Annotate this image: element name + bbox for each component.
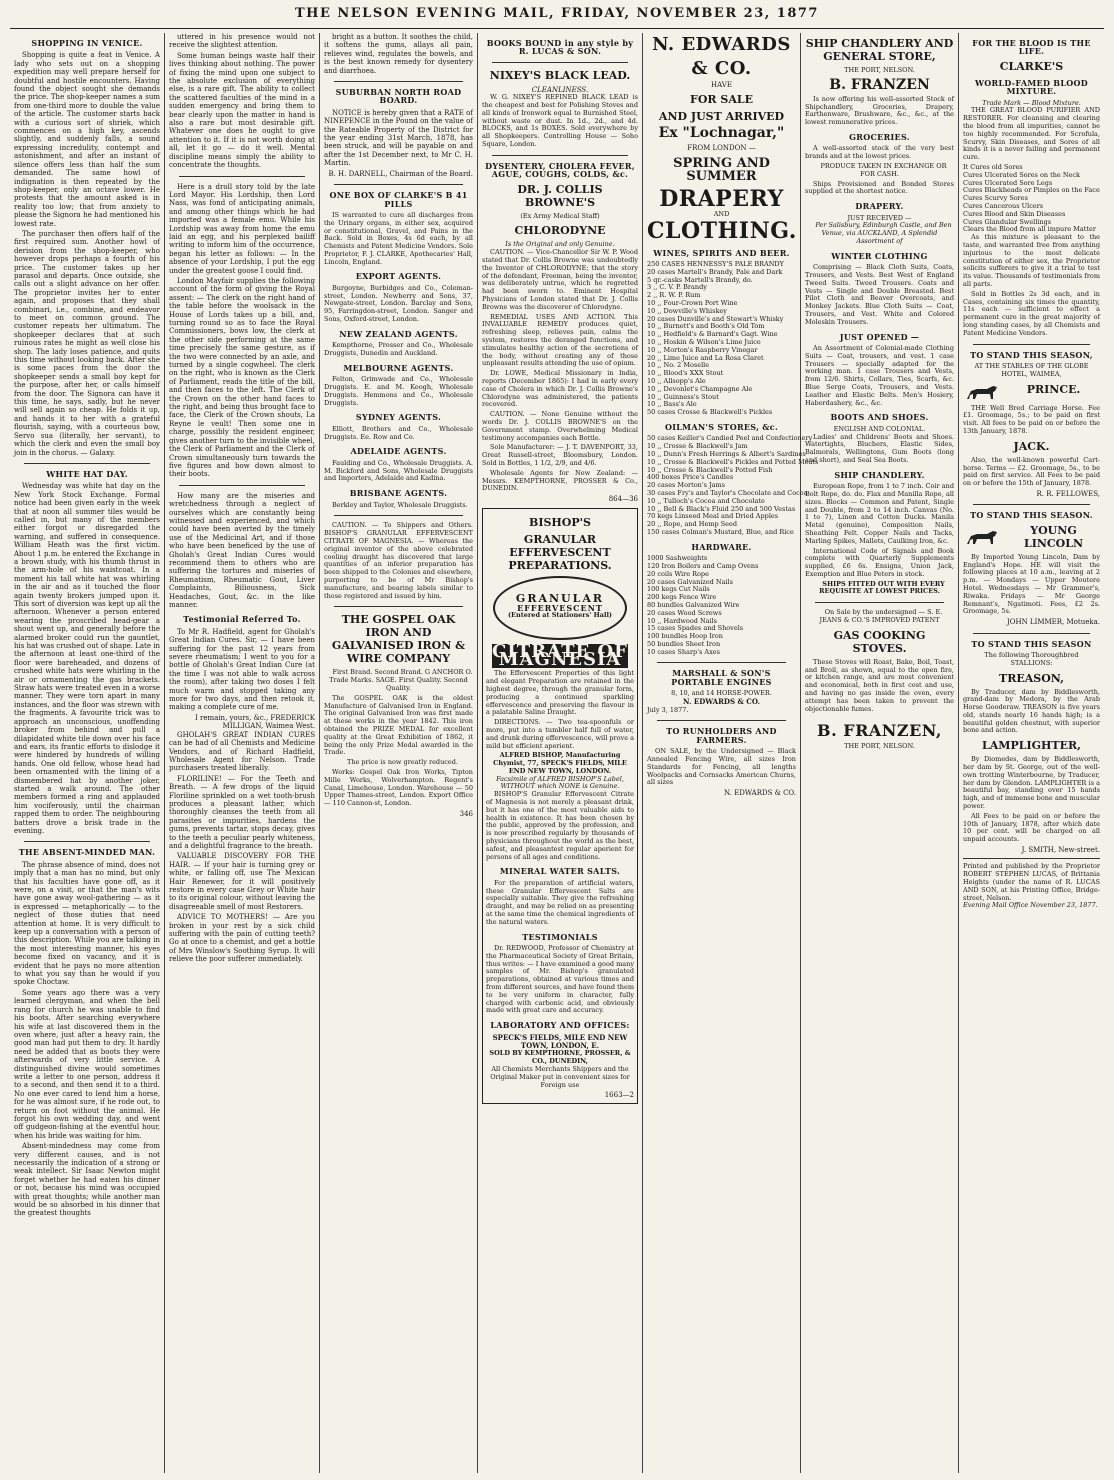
- ad-paragraph: European Rope, from 1 to 7 inch. Coir and Bolt Rope, do. do. Flax and Manilla Rope, all sizes. Blocks — Common and Patent, Single and Double, from 2 to 14 inch. Canvas (No. 1 to 7), Linen and Cotton Ducks. Manila Metal (genuine), Composition Nails, Sheathing Felt. Copper Nails and Tacks, Marling Spikes, Mallets, Caulking Iron, &c.: [805, 482, 954, 545]
- cures-list: [963, 164, 1100, 234]
- ad-paragraph: The GOSPEL OAK is the oldest Manufacture of Galvanised Iron in England. The original Galvanised Iron was first made at these works in the year 1842. This iron obtained the PRIZE MEDAL for excellent quality at the Great Exhibition of 1862, it being the only Prize Medal awarded in the Trade.: [324, 693, 473, 757]
- bishop-seal-logo: [493, 576, 627, 640]
- column-4: [478, 33, 643, 1473]
- list-item: 100 bundles Hoop Iron: [647, 632, 723, 641]
- divider: [179, 176, 305, 177]
- ad-paragraph: By Diomedes, dam by Biddlesworth, her dam by St. George, out of the well-own trotting Winterbourne, by Traducer, her dam by Glendon. LAMPLIGHTER is a beautiful bay, standing over 15 hands high, and of immense bone and muscular power.: [963, 755, 1100, 811]
- column-2: [165, 33, 320, 1473]
- clothing-title: CLOTHING.: [647, 217, 797, 244]
- subhead-melbourne-agents: MELBOURNE AGENTS.: [343, 362, 454, 373]
- headline-nixey: NIXEY'S BLACK LEAD.: [489, 68, 631, 82]
- ad-paragraph: Per Salisbury, Edinburgh Castle, and Ben Venue, via AUCKLAND, A Splendid Assortment of: [815, 221, 952, 245]
- horse-icon: [963, 381, 1003, 405]
- globe-hotel: AT THE STABLES OF THE GLOBE HOTEL, WAIMEA,: [974, 361, 1089, 378]
- ad-paragraph: By Traducer, dam by Biddlesworth, grand-dam by Medora, by the Arab Horse Gooderaw. TREASON is five years old, stands nearly 16 hands high; is a beautiful golden chestnut, with superior bone and action.: [963, 687, 1100, 735]
- subhead-cleanliness: CLEANLINESS.: [531, 85, 589, 94]
- ad-paragraph: Elliott, Brothers and Co., Wholesale Druggists. Ee. Row and Co.: [324, 424, 473, 441]
- article-paragraph: GHOLAH'S GREAT INDIAN CURES can be had of all Chemists and Medicine Vendors, and of Richard Hadfield, Wholesale Agent for Nelson. Trade purchasers treated liberally.: [169, 730, 315, 773]
- ad-paragraph: Berkley and Taylor, Wholesale Druggists.: [332, 500, 468, 509]
- signature: I remain, yours, &c., FREDERICK MILLIGAN, Waimea West.: [195, 713, 315, 731]
- ad-paragraph: Ladies' and Childrens' Boots and Shoes. Watertights, Bluchers, Elastic Sides, Balmorals, Wellingtons, Gum Boots (long and short), and Seal Sea Boots.: [805, 432, 954, 464]
- ad-paragraph: PRODUCE TAKEN IN EXCHANGE OR FOR CASH.: [820, 161, 947, 178]
- signature: R. R. FELLOWES,: [1036, 489, 1100, 498]
- bishop-advert: [482, 508, 638, 1104]
- subhead-mineral: MINERAL WATER SALTS.: [499, 866, 621, 877]
- and-label: AND: [713, 209, 730, 218]
- masthead: THE NELSON EVENING MAIL, FRIDAY, NOVEMBER 23, 1877: [10, 4, 1104, 29]
- spring-summer: SPRING AND SUMMER: [673, 155, 770, 184]
- headline-ship-chandlery: SHIP CHANDLERY AND GENERAL STORE,: [805, 37, 954, 63]
- divider: [815, 602, 944, 603]
- list-item: 15 cases Spades and Shovels: [647, 624, 744, 633]
- list-item: 10 ,, Hardwood Nails: [647, 616, 718, 625]
- jack-name: JACK.: [1013, 439, 1050, 453]
- ad-paragraph: Dr. REDWOOD, Professor of Chemistry at the Pharmaceutical Society of Great Britain, thus writes: — I have examined a good many samples of Mr. Bishop's granulated preparations, obtained at various times and from different sources, and have found them to be very uniform in character, fully charged with carbonic acid, and obviously made with great care and accuracy.: [486, 944, 634, 1015]
- subhead-genuine: Is the Original and only Genuine.: [505, 240, 615, 249]
- ad-paragraph: Dr. LOWE, Medical Missionary in India, reports (December 1865): I had in early every case of Cholera in which Dr. J. Collis Browne's Chlorodyne was administered, the patients recovered.: [482, 369, 638, 409]
- notice-paragraph: NOTICE is hereby given that a RATE of NINEPENCE in the Pound on the value of the Rateable Property of the District for the year ending 31st March, 1878, has been struck, and will be payable on and after the 1st December next, to Mr C. H. Martin.: [324, 108, 473, 168]
- just-received: JUST RECEIVED —: [847, 213, 912, 222]
- signature: B. H. DARNELL, Chairman of the Board.: [328, 169, 473, 178]
- list-item: 10 ,, Blood's XXX Stout: [647, 369, 724, 378]
- divider: [973, 633, 1090, 634]
- ad-paragraph: REMEDIAL USES AND ACTION. This INVALUABLE REMEDY produces quiet, refreshing sleep, relieves pain, calms the system, restores the deranged functions, and stimulates healthy action of the secretions of the body, without creating any of those unpleasant results attending the use of opium.: [482, 312, 638, 368]
- list-item: 20 cases Martell's Brandy, Pale and Dark: [647, 267, 783, 276]
- list-item: 5 qr.-casks Martell's Brandy, do.: [647, 275, 753, 284]
- marshall-firm: N. EDWARDS & CO.: [683, 697, 760, 707]
- headline-clarkes-pills: ONE BOX OF CLARKE'S B 41 PILLS: [329, 190, 468, 209]
- headline-gas-stoves: GAS COOKING STOVES.: [833, 628, 926, 655]
- ad-paragraph: International Code of Signals and Book complete with Quarterly Supplements supplied, £6 6s. Ensigns, Union Jack, Exemption and Blue Peters in stock.: [805, 546, 954, 578]
- ad-paragraph: All Fees to be paid on or before the 10th of January, 1878, after which date 10 per cent. will be charged on all unpaid accounts.: [963, 811, 1100, 844]
- ad-paragraph: A well-assorted stock of the very best brands and at the lowest prices.: [805, 144, 954, 161]
- divider: [657, 720, 786, 721]
- list-item: 20 ,, Rope, and Hemp Seed: [647, 520, 737, 529]
- ship-name: Ex "Lochnagar,": [658, 125, 785, 142]
- hardware-list: [647, 555, 796, 656]
- list-item: 10 ,, Hedfield's & Barnard's Gagt. Wine: [647, 330, 778, 339]
- ad-paragraph: CAUTION. — Vice-Chancellor Sir W. P. Wood stated that Dr. Collis Browne was undoubtedly the Inventor of CHLORODYNE; that the story of the defendant, Freeman, being the inventor, was deliberately untrue, which he regretted had been sworn to. Eminent Hospital Physicians of London stated that Dr. J. Collis Browne was the discoverer of Chlorodyne.: [482, 248, 638, 311]
- subhead-chandlery: SHIP CHANDLERY.: [834, 469, 925, 480]
- ad-paragraph: These Stoves will Roast, Bake, Boil, Toast, and Broil, as shown, equal to the open fire, or kitchen range, and are most convenient and economical, both in first cost and use, and having no gas inside the oven, every attempt has been taken to prevent the objectionable fumes.: [805, 657, 954, 713]
- list-item: 10 ,, Crosse & Blackwell's Potted Fish: [647, 465, 773, 474]
- seal-note: (Entered at Stationers' Hall): [507, 611, 613, 620]
- headline-testimonial: Testimonial Referred To.: [183, 614, 301, 625]
- from-london: FROM LONDON —: [687, 144, 756, 153]
- list-item: 400 boxes Price's Candles: [647, 473, 734, 482]
- article-paragraph: Some years ago there was a very learned clergyman, and when the bell rang for church he was unable to find his boots. After searching everywhere his wife at last discovered them in the oven where, just after a heavy rain, the good man had put them to dry. It hardly need be added that as boots they were afterwards of very little service. A distinguished divine would sometimes write a letter to one person, address it to a second, and then send it to a third. No one ever cared to lend him a horse, for he was almost sure, if he rode out, to return on foot without the animal. He forgot his own wedding day, and went off gudgeon-fishing at the eventful hour, when his bride was waiting for him.: [14, 988, 160, 1140]
- list-item: 10 ,, Four-Crown Port Wine: [647, 299, 738, 307]
- lamplighter-name: LAMPLIGHTER,: [982, 739, 1081, 753]
- ad-paragraph: W. G. NIXEY'S REFINED BLACK LEAD is the cheapest and best for Polishing Stoves and all kinds of Ironwork equal to Burnished Steel, without waste or dust. In 1d., 2d., and 4d. BLOCKS, and 1s BOXES. Sold everywhere by all Shopkeepers. Controlling House — Soho Square, London.: [482, 93, 638, 148]
- list-item: 10 ,, Hoskin & Wilson's Lime Juice: [647, 337, 761, 346]
- ad-paragraph: Comprising — Black Cloth Suits, Coats, Trousers, and Vests. Best West of England Tweed Suits. Tweed Trousers. Coats and Vests — Single and Double Breasted. Best Pilot Cloth and Beaver Overcoats, and Monkey Jackets. Blue Cloth Suits — Coat, Trousers, and Vest. White and Colored Moleskin Trousers.: [805, 263, 954, 326]
- subhead-nz-agents: NEW ZEALAND AGENTS.: [339, 328, 458, 339]
- date-line: July 3, 1877.: [647, 705, 689, 714]
- ad-paragraph: Felton, Grimwade and Co., Wholesale Druggists. E. and M. Keogh, Wholesale Druggists. Hemmons and Co., Wholesale Druggists.: [324, 375, 473, 407]
- ad-paragraph: Burgoyne, Burbidges and Co., Coleman-street, London. Newberry and Sons, 37, Newgate-street, London. Barclay and Sons, 95, Farringdon-street, London. Sanger and Sons, Oxford-street, London.: [324, 283, 473, 324]
- list-item: 2 ,, R. W. P. Rum: [647, 291, 701, 300]
- ad-paragraph: For the preparation of artificial waters, these Granular Effervescent Salts are especially suitable. They give the refreshing draught, and may be relied on as presenting at the same time the chemical ingredients of the natural waters.: [486, 878, 634, 926]
- ad-paragraph: SHIPS FITTED OUT WITH EVERY REQUISITE AT LOWEST PRICES.: [819, 579, 945, 596]
- boots-sub: ENGLISH AND COLONIAL.: [833, 424, 926, 433]
- firm-name: N. EDWARDS & CO.: [652, 34, 791, 79]
- ad-paragraph: Sold in Bottles 2s 3d each, and in Cases, containing six times the quantity, 11s each — sufficient to effect a permanent cure in the great majority of long standing cases, by all Chemists and Patent Medicine Vendors.: [963, 289, 1100, 337]
- list-item: 10 ,, Crosse & Blackwell's Jam: [647, 442, 748, 451]
- headline-shopping-venice: SHOPPING IN VENICE.: [31, 38, 143, 48]
- article-paragraph: The phrase absence of mind, does not imply that a man has no mind, but only that his faculties have gone off, as it were, on a visit, or that the man's wits have gone away wool-gathering — as it is expressed — metaphorically — to the neglect of those duties that need attention at home. It is very difficult to keep up a conversation with a person of this description. While you are talking in the most interesting manner, his eyes become fixed on vacancy, and it is evident that he pays no more attention to what you say than he would if you spoke Choctaw.: [14, 860, 160, 987]
- list-item: Cures Blood and Skin Diseases: [963, 209, 1066, 218]
- subhead-army: (Ex Army Medical Staff): [520, 211, 600, 220]
- list-item: 10 ,, Burnett's and Booth's Old Tom: [647, 322, 765, 331]
- drapery-title: DRAPERY: [659, 185, 784, 212]
- bishop-sold-sub: All Chemists Merchants Shippers and the Original Maker put in convenient sizes for Foreign use: [490, 1065, 630, 1089]
- list-item: 50 bundles Sheet Iron: [647, 639, 721, 648]
- list-item: It Cures old Sores: [963, 163, 1023, 171]
- ad-paragraph: As this mixture is pleasant to the taste, and warranted free from anything injurious to the most delicate constitution of either sex, the Proprietor solicits sufferers to give it a trial to test its value. Thousands of testimonials from all parts.: [963, 233, 1100, 288]
- divider: [334, 184, 463, 185]
- article-paragraph: How many are the miseries and wretchedness through a neglect of ourselves which are constantly being witnessed and experienced, and which could have been averted by the timely use of the Medicinal Art, and if those who have been beneficed by the use of Gholah's Great Indian Cures would recommend them to others who are suffering the tortures and miseries of Rheumatism, Rheumatic Gout, Liver Complaints, Biliousness, Sick Headaches, Gout, &c. in the like manner.: [169, 491, 315, 609]
- ad-paragraph: The Effervescent Properties of this light and elegant Preparation are retained in the highest degree, through the granular form, producing a continued sparkling effervescence and preserving the flavour in a palatable Saline Draught.: [486, 669, 634, 717]
- headline-stand-season-2: TO STAND THIS SEASON.: [970, 510, 1093, 521]
- list-item: 200 kegs Fence Wire: [647, 593, 717, 602]
- subhead-boots: BOOTS AND SHOES.: [830, 412, 929, 423]
- list-item: 10 ,, No. 2 Moselle: [647, 361, 710, 370]
- list-item: 30 cases Fry's and Taylor's Chocolate and Cocoa: [647, 488, 808, 497]
- columns: [10, 33, 1104, 1473]
- subhead-groceries: GROCERIES.: [849, 131, 910, 142]
- wines-list: [647, 261, 796, 417]
- clarkes-title: CLARKE'S: [999, 59, 1064, 73]
- column-7: [959, 33, 1104, 1473]
- list-item: 20 cases Galvanized Nails: [647, 577, 733, 586]
- seal-text-mid: EFFERVESCENT: [517, 602, 603, 613]
- article-paragraph: Some human beings waste half their lives thinking about nothing. The power of fixing the mind upon one subject to the absolute exclusion of everything else, is a rare gift. The ability to collect the scattered faculties of the mind in a sudden emergency and bring them to bear clearly upon the matter in hand is also a rare but most desirable gift. Whatever one does he ought to give attention to it. If it is not worth doing at all, let it go — do it well. Mental discipline means simply the ability to concentrate the thoughts.: [169, 51, 315, 170]
- stallions-sub: The following Thoroughbred STALLIONS:: [984, 650, 1079, 667]
- list-item: 10 ,, Devonlet's Champagne Ale: [647, 384, 753, 393]
- ad-number: 346: [459, 809, 473, 818]
- divider: [657, 662, 786, 663]
- just-arrived-label: AND JUST ARRIVED: [658, 110, 785, 124]
- ad-paragraph: An Assortment of Colonial-made Clothing Suits — Coat, trousers, and vest. 1 case Trousers — specially adapted for the working man. 1 case Trousers and Vests, from 12/6. Shirts, Collars, Ties, Scarfs, &c. Blue Serge Coats, Trousers, and Vests. Leather and Elastic Belts. Men's Hosiery, Haberdashery, &c., &c.: [805, 343, 954, 407]
- list-item: Cures Scurvy Sores: [963, 194, 1028, 203]
- list-item: 10 ,, Dowville's Whiskey: [647, 306, 727, 315]
- headline-stand-season: TO STAND THIS SEASON,: [970, 349, 1093, 360]
- list-item: 20 coils Wire Rope: [647, 569, 709, 578]
- article-paragraph: Here is a droll story told by the late Lord Mayor. His Lordship, then Lord Nass, was fond of anticipating animals, and among other things which he had imported was a female emu. While his Lordship was away from home the emu laid an egg, and his perplexed bailiff writing to inform him of the occurrence, began his letter as follows: — In the absence of your Lordship, I put the egg under the greatest goose I could find.: [169, 182, 315, 275]
- list-item: 50 cases Keiller's Candied Peel and Confectionery: [647, 434, 813, 443]
- list-item: 10 ,, Bell & Black's Fluid 250 and 500 Vestas: [647, 504, 796, 513]
- for-sale-label: FOR SALE: [690, 93, 753, 107]
- franzen-name-2: B. FRANZEN,: [817, 721, 942, 741]
- column-6: [801, 33, 959, 1473]
- headline-blood-life: FOR THE BLOOD IS THE LIFE.: [972, 38, 1091, 57]
- oilmen-list: [647, 434, 819, 536]
- ad-number: 864—36: [608, 495, 638, 504]
- ad-paragraph: Faulding and Co., Wholesale Druggists. A. M. Bickford and Sons, Wholesale Druggists and Importers, Adelaide and Kadina.: [324, 458, 473, 483]
- have-label: HAVE: [711, 81, 732, 89]
- ad-paragraph: Wholesale Agents for New Zealand: — Messrs. KEMPTHORNE, PROSSER & Co., DUNEDIN.: [482, 468, 638, 493]
- bishop-maker: ALFRED BISHOP, Manufacturing Chymist, 77, SPECK'S FIELDS, MILE END NEW TOWN, LONDON.: [493, 751, 627, 775]
- list-item: 20 ,, Lime Juice and La Rosa Claret: [647, 353, 764, 362]
- list-item: Cures Blackheads or Pimples on the Face: [963, 186, 1100, 195]
- article-paragraph: London Mayfair supplies the following account of the form of giving the Royal assent: — The clerk on the right hand of the table before the woolsack in the House of Lords takes up a bill, and, turning round so as to face the Royal Commissioners, bows low, the clerk at the other side performing at the same time precisely the same gesture, as if the two were connected by an axle, and turned by a single cogwheel. The clerk on the right, who is known as the Clerk of Parliament, reads the title of the bill, and then faces to the left. The Clerk of the Crown on the other hand faces to the right, and being thus brought face to face, the Clerk of the Crown shouts, La Reyne le veult! Then some one in charge, possibly the resident engineer, gives another turn to the invisible wheel, the Clerk of Parliament and the Clerk of Crown simultaneously turn towards the five figures and bow down almost to their boots.: [169, 276, 316, 479]
- list-item: Cures Ulcerated Sore Legs: [963, 178, 1053, 187]
- list-item: 10 ,, Morton's Raspberry Vinegar: [647, 345, 758, 354]
- ad-paragraph: Also, the well-known powerful Cart-horse. Terms — £2. Groomage, 5s., to be paid on first service. All Fees to be paid on or before the 15th of January, 1878.: [963, 455, 1100, 488]
- divider: [179, 485, 305, 486]
- bishop-title: BISHOP'S: [529, 515, 591, 529]
- list-item: 10 ,, Dunn's Fresh Herrings & Albert's Sardines: [647, 449, 806, 458]
- ad-paragraph: THE Well Bred Carriage Horse. Fee £1. Groomage, 5s.; to be paid on first visit. All fees to be paid on or before the 13th January, 1878.: [963, 403, 1100, 435]
- headline-collis-browne: DR. J. COLLIS BROWNE'S: [517, 182, 603, 209]
- list-item: 10 ,, Tulloch's Cocoa and Chocolate: [647, 496, 765, 505]
- prince-name: PRINCE.: [1026, 382, 1081, 396]
- subhead-brisbane-agents: BRISBANE AGENTS.: [349, 488, 448, 499]
- headline-white-hat-day: WHITE HAT DAY.: [46, 468, 128, 479]
- article-paragraph: Absent-mindedness may come from very different causes, and is not necessarily the indication of a strong or weak intellect. Sir Isaac Newton might forget whether he had eaten his dinner or not, because his mind was occupied with great thoughts; while another man would be so absorbed in his dinner that the greatest thoughts: [14, 1142, 160, 1218]
- article-paragraph: bright as a button. It soothes the child, it softens the gums, allays all pain, relieves wind, regulates the bowels, and is the best known remedy for dysentery and diarrhoea.: [324, 33, 473, 75]
- ad-paragraph: THE GREAT BLOOD PURIFIER AND RESTORER. For cleansing and clearing the blood from all impurities, cannot be too highly recommended. For Scrofula, Scurvy, Skin Diseases, and Sores of all kinds it is a never failing and permanent cure.: [963, 106, 1100, 162]
- subhead-export-agents: EXPORT AGENTS.: [355, 271, 442, 282]
- ad-paragraph: Ships Provisioned and Bonded Stores supplied at the shortest notice.: [805, 179, 954, 196]
- headline-stand-season-3: TO STAND THIS SEASON: [971, 638, 1092, 649]
- subhead-laboratory: LABORATORY AND OFFICES:: [490, 1020, 630, 1031]
- ad-paragraph: ON SALE, by the Undersigned — Black Annealed Fencing Wire, all sizes Iron Standards for Fencing, all lengths Woolpacks and Cornsacks American Churns, all sizes: [647, 747, 796, 787]
- subhead-oilmen: OILMAN'S STORES, &c.: [664, 421, 779, 432]
- subhead-winter-clothing: WINTER CLOTHING: [831, 250, 928, 261]
- list-item: 20 cases Morton's Jams: [647, 481, 725, 490]
- list-item: 10 cases Sharp's Axes: [647, 647, 720, 656]
- list-item: 10 ,, Guinness's Stout: [647, 392, 719, 401]
- article-paragraph: ADVICE TO MOTHERS! — Are you broken in your rest by a sick child suffering with the pain of cutting teeth? Go at once to a chemist, and get a bottle of Mrs Winslow's Soothing Syrup. It will relieve the poor sufferer immediately.: [169, 913, 315, 964]
- headline-absent-minded-man: THE ABSENT-MINDED MAN.: [18, 847, 156, 858]
- signature: JOHN LIMMER, Motueka.: [1006, 618, 1100, 627]
- list-item: 1000 Sashweights: [647, 554, 708, 563]
- franzen-name: B. FRANZEN: [829, 76, 930, 93]
- headline-runholders: TO RUNHOLDERS AND FARMERS.: [666, 726, 777, 745]
- list-item: 120 Iron Boilers and Camp Ovens: [647, 561, 759, 570]
- subhead-port: THE PORT, NELSON.: [844, 66, 915, 74]
- ad-paragraph: On Sale by the undersigned — S. E. JEANS & CO.'S IMPROVED PATENT: [819, 608, 943, 625]
- ad-paragraph: BISHOP'S Granular Effervescent Citrate of Magnesia is not merely a pleasant drink, but it has one of the most valuable aids to health in existence. It has been chosen by the public, approved by the profession, and is now prescribed regularly by thousands of physicians throughout the world as the best, safest, and pleasantest regular aperient for persons of all ages and conditions.: [486, 790, 634, 861]
- divider: [24, 463, 150, 464]
- trade-mark: Trade Mark — Blood Mixture.: [982, 98, 1081, 107]
- divider: [334, 515, 463, 516]
- list-item: 10 ,, Bass's Ale: [647, 400, 697, 409]
- signature: J. SMITH, New-street.: [1021, 846, 1100, 855]
- young-lincoln-name: YOUNG LINCOLN: [1023, 523, 1084, 550]
- subhead-hardware: HARDWARE.: [691, 541, 752, 552]
- list-item: 150 cases Colman's Mustard, Blue, and Rice: [647, 527, 794, 536]
- list-item: 20 cases Dunville's and Stewart's Whisky: [647, 314, 784, 323]
- ad-paragraph: Kempthorne, Prosser and Co., Wholesale Druggists, Dunedin and Auckland.: [324, 341, 473, 358]
- list-item: 10 ,, Crosse & Blackwell's Pickles and Potted Meats: [647, 457, 819, 466]
- article-paragraph: uttered in his presence would not receive the slightest attention.: [169, 33, 315, 50]
- printer-imprint: Printed and published by the Proprietor ROBERT STEPHEN LUCAS, of Brittania Heights (under the name of R. LUCAS AND SON, at his Printing Office, Bridge-street, Nelson.: [963, 858, 1100, 902]
- bishop-sold: SOLD BY KEMPTHORNE, PROSSER, & CO., DUNEDIN,: [489, 1049, 631, 1066]
- list-item: 20 cases Wood Screws: [647, 608, 722, 617]
- subhead-testimonials: TESTIMONIALS: [522, 931, 598, 942]
- ad-paragraph: CAUTION. — None Genuine without the words Dr. J. COLLIS BROWNE'S on the Government stamp. Overwhelming Medical testimony accompanies each Bottle.: [482, 410, 638, 442]
- imprint-date: Evening Mail Office November 23, 1877.: [963, 901, 1098, 910]
- list-item: 10 ,, Allsopp's Ale: [647, 376, 706, 385]
- divider: [334, 81, 463, 82]
- list-item: Cures Glandular Swellings: [963, 217, 1052, 226]
- treason-name: TREASON,: [999, 671, 1064, 685]
- bishop-address: SPECK'S FIELDS, MILE END NEW TOWN, LONDON, E.: [492, 1032, 628, 1051]
- blood-mixture-title: WORLD-FAMED BLOOD MIXTURE.: [974, 77, 1089, 97]
- article-paragraph: The purchaser then offers half of the first required sum. Another howl of derision from the shop-keeper, who however drops perhaps a fourth of his price. The customer takes up her parasol and departs. Once outside, she calls out a slight advance on her offer. The proprietor invites her to enter again, and proposes that they shall combinari, i.e., combine, and endeavor to meet on common ground. The customer repeats her ultimatum. The shopkeeper declares that at such ruinous rates he might as well close his shop. The lady loses patience, and quits this time without looking back. After she is some paces from the door the shopkeeper sends a small boy kept for the purpose, after her, or calls himself from the door. The Signora can have it this time, he says, sadly, but he never will sell again so cheap. He folds it up, and hands it to her with a grateful flourish, saying, with a courteous bow, Servo sua (literally, her servant), to which the clerk and even the small boy join in the chorus. — Galaxy.: [14, 229, 160, 457]
- subhead-wines: WINES, SPIRITS AND BEER.: [653, 247, 790, 258]
- list-item: 70 kegs Linseed Meal and Dried Apples: [647, 512, 779, 521]
- article-paragraph: Shopping is quite a feat in Venice. A lady who sets out on a shopping expedition may well prepare herself for doubtful and hostile encounters. Having found the object sought she demands the price. The shop-keeper names a sum from one-third more to double the value of the article. The customer starts back with a curious sort of shriek, which commences on a high key, ascends slightly, and suddenly falls, a sound expressing incredulity, contempt and astonishment, and after an instant of silence offers less than half the sum demanded. The same howl of indignation is then repeated by the shop-keeper, only an octave lower. He protests that the amount asked is in reality too low; that from anxiety to please the Signora he had mentioned his lowest rate.: [14, 51, 160, 228]
- seal-text-top: GRANULAR: [515, 592, 605, 606]
- list-item: Cures Ulcerated Sores on the Neck: [963, 170, 1080, 179]
- headline-marshall: MARSHALL & SON'S PORTABLE ENGINES: [671, 668, 772, 687]
- ad-paragraph: CAUTION. — To Shippers and Others. BISHOP'S GRANULAR EFFERVESCENT CITRATE OF MAGNESIA. — Whereas the original inventor of the above celebrated cooling draught has discovered that large quantities of an inferior preparation has been shipped to the Colonies and elsewhere, purporting to be of Mr Bishop's manufacture, and bearing labels similar to those registered and issued by him.: [324, 521, 473, 600]
- divider: [334, 606, 463, 607]
- ad-paragraph: IS warranted to cure all discharges from the Urinary organs, in either sex, acquired or constitutional, Gravel, and Pains in the Back. Sold in Boxes, 4s 6d each, by all Chemists and Patent Medicine Vendors. Sole Proprietor, F. J. CLARKE, Apothecaries' Hall, Lincoln, England.: [324, 210, 473, 266]
- headline-dysentery: DYSENTERY, CHOLERA FEVER, AGUE, COUGHS, COLDS, &c.: [485, 160, 635, 180]
- subhead-adelaide-agents: ADELAIDE AGENTS.: [350, 446, 447, 457]
- ad-paragraph: DIRECTIONS. — Two tea-spoonfuls or more, put into a tumbler half full of water, and drunk during effervescence, will prove a mild but efficient aperient.: [486, 718, 634, 750]
- divider: [492, 62, 628, 63]
- column-5: [643, 33, 819, 1473]
- marshall-sub: 8, 10, and 14 HORSE-POWER.: [671, 689, 772, 698]
- list-item: Cures Cancerous Ulcers: [963, 201, 1044, 210]
- divider: [24, 841, 150, 842]
- ad-paragraph: Works: Gospel Oak Iron Works, Tipton Mille Works, Wolverhampton. Regent's Canal, Limehouse, London. Warehouse — 50 Upper Thames-street, London. Export Office — 110 Cannon-st, London.: [324, 768, 473, 808]
- article-paragraph: FLORILINE! — For the Teeth and Breath. — A few drops of the liquid Floriline sprinkled on a wet tooth-brush produces a pleasant lather, which thoroughly cleanses the teeth from all parasites or impurities, hardens the gums, prevents tartar, stops decay, gives to the teeth a peculiar pearly whiteness, and a delightful fragrance to the breath.: [169, 774, 315, 850]
- list-item: 50 cases Crosse & Blackwell's Pickles: [647, 408, 773, 417]
- divider: [492, 155, 628, 156]
- bishop-facsimile: Facsimile of ALFRED BISHOP'S Label, WITHOUT which NONE is Genuine.: [496, 774, 624, 791]
- subhead-just-opened: JUST OPENED —: [839, 331, 920, 342]
- ad-paragraph: Sole Manufacturer: — J. T. DAVENPORT, 33, Great Russell-street, Bloomsbury, London. Sold in Bottles, 1 1/2, 2/9, and 4/6.: [482, 443, 638, 467]
- list-item: 100 kegs Cut Nails: [647, 585, 710, 594]
- ad-number: 1663—2: [604, 1091, 634, 1100]
- article-paragraph: Wednesday was white hat day on the New York Stock Exchange. Formal notice had been given early in the week that at noon all summer tiles would be called in, but many of the members either forgot or disregarded the warning, and suffered in consequence. William Heath was the first victim. About 1 p.m. he entered the Exchange in a brown study, with his thumb thrust in the arm-hole of his waistcoat. In a moment his tall white hat was whirling in the air and as it touched the floor again twenty brokers jumped upon it. This sort of diversion was kept up all the afternoon. Whenever a person entered wearing the proscribed head-gear a shout went up, and generally before the alarmed broker could run the gauntlet, his hat was crushed out of shape. Late in the afternoon at least one-third of the floor were bareheaded, and dozens of crushed white hats were whirling in the air or ornamenting the gas brackets. Straw hats were treated even in a worse manner. They were torn apart in many instances, and the floor was strewn with the fragments. A favourite trick was to approach an unconscious, unoffending broker from behind and pull a dilapidated white tile down over his face and ears, its frantic efforts to dislodge it were hindered by hundreds of willing hands. One old fellow, whose head had been ornamented with the lining of a dismembered hat by another joker, started a walk around. The other members formed a ring and applauded him vociferously, until the chairman rapped them to order. The neighbouring batters drove a brisk trade in the evening.: [14, 482, 160, 835]
- article-paragraph: To Mr R. Hadfield, agent for Gholah's Great Indian Cures. Sir, — I have been suffering for the past 12 years from severe rheumatism; I went to you for a bottle of Gholah's Great Indian Cure (at the time I was not able to walk across the room), after taking two doses I felt much warm and stopped taking any more for two days, and then retook it, making a complete cure of me.: [169, 627, 315, 712]
- ad-paragraph: By Imported Young Lincoln, Dam by England's Hope. HE will visit the following places at 10 a.m., leaving at 2 p.m. — Mondays — Upper Moutere Hotel. Wednesdays — Mr Grammer's, Riwaka. Fridays — Mr George Remnant's, Ngatimoti. Fees, £2 2s. Groomage, 5s.: [963, 552, 1100, 616]
- divider: [973, 344, 1090, 345]
- article-paragraph: VALUABLE DISCOVERY FOR THE HAIR. — If your hair is turning grey or white, or falling off, use The Mexican Hair Renewer, for it will positively restore in every case Grey or White hair to its original colour, without leaving the disagreeable smell of most Restorers.: [169, 852, 315, 911]
- bishop-subtitle: GRANULAR EFFERVESCENT PREPARATIONS.: [508, 532, 612, 572]
- column-1: [10, 33, 165, 1473]
- list-item: Clears the Blood from all impure Matter: [963, 225, 1096, 234]
- subhead-sydney-agents: SYDNEY AGENTS.: [355, 412, 442, 423]
- headline-chlorodyne: CHLORODYNE: [514, 224, 606, 238]
- headline-books-bound: BOOKS BOUND in any style by R. LUCAS & SON.: [486, 38, 634, 57]
- ad-paragraph: Is now offering his well-assorted Stock of Shipchandlery, Groceries, Drapery, Earthenware, Brushware, &c., &c., at the lowest remunerative prices.: [805, 94, 954, 127]
- headline-gospel-oak: THE GOSPEL OAK IRON AND GALVANISED IRON & WIRE COMPANY: [331, 613, 466, 666]
- divider: [973, 504, 1090, 505]
- ad-paragraph: First Brand. Second Brand. G ANCHOR O. Trade Marks. SAGE. First Quality. Second Quality.: [329, 668, 473, 693]
- subhead-drapery: DRAPERY.: [855, 201, 904, 212]
- ad-paragraph: The price is now greatly reduced.: [347, 758, 458, 767]
- citrate-banner: CITRATE OF MAGNESIA: [492, 640, 628, 670]
- headline-suburban-road-board: SUBURBAN NORTH ROAD BOARD.: [335, 87, 462, 106]
- horse-icon: [963, 526, 1003, 550]
- signature: N. EDWARDS & CO.: [723, 789, 796, 798]
- column-3: [320, 33, 478, 1473]
- list-item: 80 bundles Galvanized Wire: [647, 600, 740, 609]
- list-item: 3 ,, C. V. P. Brandy: [647, 283, 707, 292]
- list-item: 250 CASES HENNESSY'S PALE BRANDY: [647, 260, 784, 269]
- franzen-port: THE PORT, NELSON.: [844, 742, 915, 751]
